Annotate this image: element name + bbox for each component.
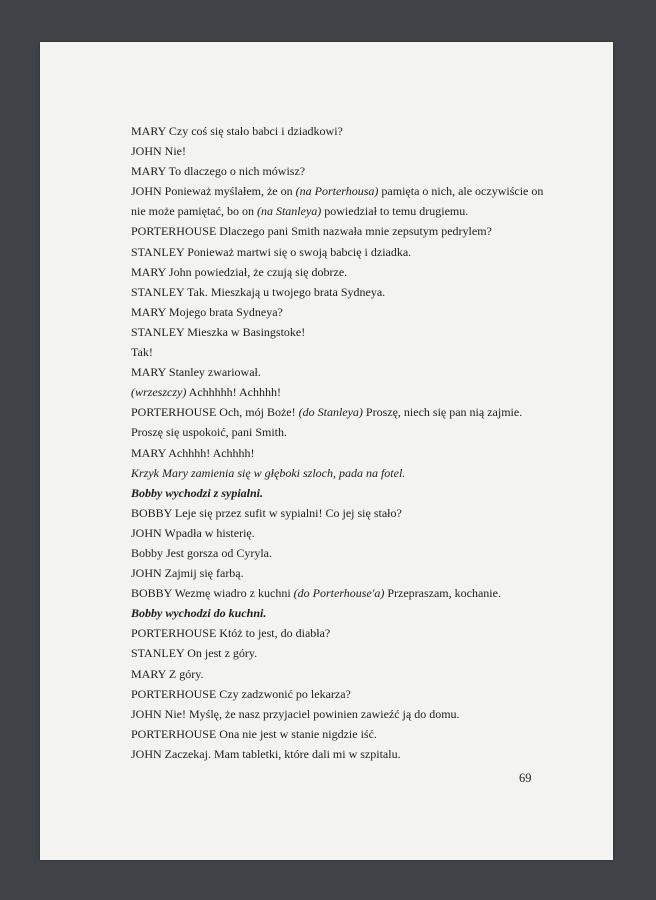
stage-direction <box>131 483 601 503</box>
line-text: MARY To dlaczego o nich mówisz? <box>131 164 306 179</box>
line-text: PORTERHOUSE Dlaczego pani Smith nazwała mnie zepsutym pedrylem? <box>131 224 492 239</box>
dialogue-line <box>131 302 601 322</box>
document-page <box>40 42 613 860</box>
stage-direction <box>131 603 601 623</box>
line-text: Achhhhh! Achhhh! <box>186 385 281 400</box>
line-text: BOBBY Wezmę wiadro z kuchni <box>131 586 294 601</box>
dialogue-line <box>131 623 601 643</box>
line-text: STANLEY Ponieważ martwi się o swoją babcię i dziadka. <box>131 244 412 259</box>
dialogue-line <box>131 362 601 382</box>
line-text: MARY Czy coś się stało babci i dziadkowi? <box>131 124 343 138</box>
line-text: Bobby wychodzi z sypialni. <box>131 485 264 500</box>
line-text: Krzyk Mary zamienia się w głęboki szloch, pada na fotel. <box>131 465 406 480</box>
line-text: powiedział to temu drugiemu. <box>321 204 469 219</box>
dialogue-line <box>131 161 601 181</box>
dialogue-line <box>131 563 601 583</box>
dialogue-line <box>131 282 601 302</box>
script-text <box>131 121 601 764</box>
line-text: MARY Achhhh! Achhhh! <box>131 445 255 460</box>
line-text: MARY Mojego brata Sydneya? <box>131 304 283 319</box>
line-text: PORTERHOUSE Czy zadzwonić po lekarza? <box>131 686 351 701</box>
stage-note: (na Stanleya) <box>256 204 322 219</box>
line-text: STANLEY On jest z góry. <box>131 646 258 661</box>
dialogue-line <box>131 422 601 442</box>
dialogue-line <box>131 382 601 402</box>
stage-note: (na Porterhousa) <box>295 184 379 199</box>
dialogue-line <box>131 121 601 141</box>
dialogue-line <box>131 684 601 704</box>
dialogue-line <box>131 342 601 362</box>
line-text: MARY John powiedział, że czują się dobrze. <box>131 264 348 279</box>
line-text: JOHN Zaczekaj. Mam tabletki, które dali mi w szpitalu. <box>131 746 401 761</box>
line-text: Tak! <box>131 345 153 360</box>
dialogue-line <box>131 704 601 724</box>
dialogue-line <box>131 402 601 422</box>
line-text: MARY Z góry. <box>131 666 204 681</box>
dialogue-line <box>131 242 601 262</box>
dialogue-line <box>131 724 601 744</box>
line-text: Bobby wychodzi do kuchni. <box>131 606 267 621</box>
dialogue-line <box>131 141 601 161</box>
dialogue-line <box>131 664 601 684</box>
line-text: Proszę się uspokoić, pani Smith. <box>131 425 287 440</box>
dialogue-line <box>131 443 601 463</box>
line-text: nie może pamiętać, bo on <box>131 204 257 219</box>
line-text: PORTERHOUSE Któż to jest, do diabła? <box>131 626 331 641</box>
dialogue-line <box>131 322 601 342</box>
line-text: Przepraszam, kochanie. <box>384 586 501 601</box>
dialogue-line <box>131 221 601 241</box>
stage-direction <box>131 463 601 483</box>
dialogue-line <box>131 523 601 543</box>
line-text: STANLEY Mieszka w Basingstoke! <box>131 324 306 339</box>
page-number: 69 <box>519 771 532 785</box>
line-text: PORTERHOUSE Och, mój Boże! <box>131 405 299 420</box>
line-text: JOHN Ponieważ myślałem, że on <box>131 184 296 199</box>
dialogue-line <box>131 262 601 282</box>
line-text: pamięta o nich, ale oczywiście on <box>378 184 544 199</box>
dialogue-line <box>131 181 601 201</box>
line-text: JOHN Nie! Myślę, że nasz przyjaciel powinien zawieźć ją do domu. <box>131 706 460 721</box>
line-text: BOBBY Leje się przez sufit w sypialni! Co jej się stało? <box>131 505 402 520</box>
dialogue-line <box>131 583 601 603</box>
stage-note: (wrzeszczy) <box>131 385 187 400</box>
line-text: JOHN Nie! <box>131 144 186 159</box>
dialogue-line <box>131 543 601 563</box>
stage-note: (do Porterhouse'a) <box>293 586 385 601</box>
line-text: Proszę, niech się pan nią zajmie. <box>362 405 523 420</box>
dialogue-line <box>131 201 601 221</box>
stage-note: (do Stanleya) <box>298 405 363 420</box>
dialogue-line <box>131 503 601 523</box>
line-text: MARY Stanley zwariował. <box>131 365 261 380</box>
line-text: JOHN Wpadła w histerię. <box>131 525 255 540</box>
dialogue-line <box>131 744 601 764</box>
line-text: STANLEY Tak. Mieszkają u twojego brata Sydneya. <box>131 284 386 299</box>
line-text: PORTERHOUSE Ona nie jest w stanie nigdzie iść. <box>131 726 377 741</box>
line-text: Bobby Jest gorsza od Cyryla. <box>131 545 272 560</box>
dialogue-line <box>131 643 601 663</box>
line-text: JOHN Zajmij się farbą. <box>131 566 244 581</box>
